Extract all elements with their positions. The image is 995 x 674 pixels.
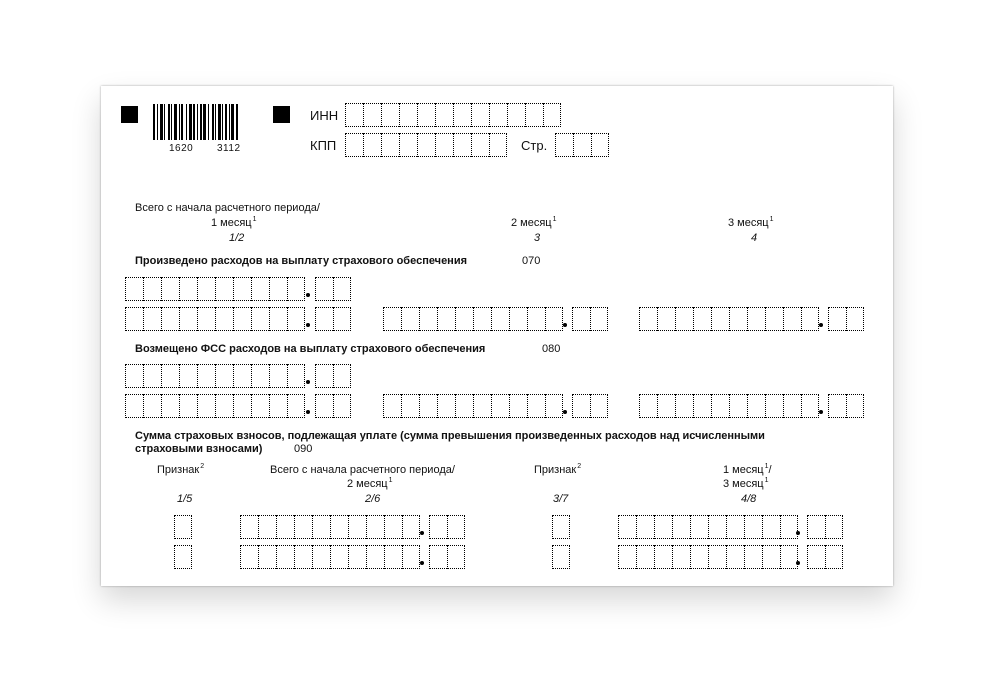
digit-cell[interactable] [402,515,420,539]
digit-cell[interactable] [693,394,711,418]
digit-cell[interactable] [417,103,435,127]
barcode-bar [193,104,195,140]
row-090-month3-int[interactable] [618,545,798,569]
digit-cell[interactable] [125,307,143,331]
digit-cell[interactable] [143,364,161,388]
decimal-point [420,531,424,535]
decimal-point [819,323,823,327]
month1-heading-090: 1 месяц$^1$/ [723,463,772,476]
row-090-code: 090 [294,443,313,455]
digit-cell[interactable] [383,394,401,418]
barcode-bar [171,104,172,140]
page-number-field[interactable] [555,133,609,157]
digit-cell[interactable] [555,133,573,157]
digit-cell[interactable] [636,515,654,539]
row-090-month1-int[interactable] [618,515,798,539]
digit-cell[interactable] [455,307,473,331]
row-070-month3-dec[interactable] [828,307,864,331]
digit-cell[interactable] [711,394,729,418]
digit-cell[interactable] [251,277,269,301]
row-090-month2-dec[interactable] [429,545,465,569]
digit-cell[interactable] [366,545,384,569]
registration-marker-left [121,106,138,123]
digit-cell[interactable] [315,394,333,418]
digit-cell[interactable] [654,515,672,539]
form-sheet [101,86,893,586]
digit-cell[interactable] [251,307,269,331]
digit-cell[interactable] [233,394,251,418]
digit-cell[interactable] [258,515,276,539]
row-090-label-line1: Сумма страховых взносов, подлежащая уплате (сумма превышения произведенных расходов над исчисленными [135,430,765,442]
digit-cell[interactable] [744,545,762,569]
digit-cell[interactable] [215,307,233,331]
digit-cell[interactable] [453,133,471,157]
barcode-number-right: 3112 [217,143,241,154]
digit-cell[interactable] [312,515,330,539]
digit-cell[interactable] [846,394,864,418]
digit-cell[interactable] [491,394,509,418]
barcode-bar [203,104,206,140]
digit-cell[interactable] [657,394,675,418]
barcode-bar [168,104,170,140]
month1-code: 1/2 [229,232,245,244]
digit-cell[interactable] [690,545,708,569]
digit-cell[interactable] [345,133,363,157]
digit-cell[interactable] [269,277,287,301]
barcode-bar [231,104,234,140]
digit-cell[interactable] [294,515,312,539]
digit-cell[interactable] [402,545,420,569]
month2-heading: 2 месяц$^1$ [511,216,557,229]
digit-cell[interactable] [401,394,419,418]
digit-cell[interactable] [473,307,491,331]
total-period-heading-090: Всего с начала расчетного периода/ [270,464,455,476]
row-070-month3-int[interactable] [639,307,819,331]
barcode-bar [229,104,230,140]
page-label: Стр. [521,138,548,153]
digit-cell[interactable] [384,545,402,569]
barcode-number-left: 1620 [169,143,194,154]
barcode-bar [222,104,223,140]
digit-cell[interactable] [618,515,636,539]
row-090-total-dec[interactable] [429,515,465,539]
digit-cell[interactable] [825,515,843,539]
month3-code: 4 [751,232,758,244]
decimal-point [306,380,310,384]
digit-cell[interactable] [345,103,363,127]
digit-cell[interactable] [125,277,143,301]
digit-cell[interactable] [315,277,333,301]
digit-cell[interactable] [179,307,197,331]
digit-cell[interactable] [437,394,455,418]
digit-cell[interactable] [675,307,693,331]
decimal-point [796,531,800,535]
row-090-sign1-month2[interactable] [174,545,192,569]
digit-cell[interactable] [399,103,417,127]
digit-cell[interactable] [435,103,453,127]
digit-cell[interactable] [672,545,690,569]
digit-cell[interactable] [509,394,527,418]
digit-cell[interactable] [294,545,312,569]
digit-cell[interactable] [807,545,825,569]
row-070-month1-dec[interactable] [315,307,351,331]
digit-cell[interactable] [471,133,489,157]
row-090-sign1-total[interactable] [174,515,192,539]
digit-cell[interactable] [590,394,608,418]
sign-heading-1: Признак$^2$ [157,463,205,476]
month3-heading-090: 3 месяц$^1$ [723,477,769,490]
row-090-sign2-month3[interactable] [552,545,570,569]
digit-cell[interactable] [657,307,675,331]
footnote-1: 1 [764,463,769,471]
digit-cell[interactable] [258,545,276,569]
sign-heading-2: Признак$^2$ [534,463,582,476]
total-period-heading: Всего с начала расчетного периода/ [135,202,320,214]
digit-cell[interactable] [312,545,330,569]
digit-cell[interactable] [161,394,179,418]
barcode-bar [181,104,183,140]
digit-cell[interactable] [197,307,215,331]
digit-cell[interactable] [675,394,693,418]
digit-cell[interactable] [825,545,843,569]
row-070-month2-dec[interactable] [572,307,608,331]
row-080-code: 080 [542,343,561,355]
digit-cell[interactable] [429,545,447,569]
digit-cell[interactable] [729,307,747,331]
digit-cell[interactable] [161,364,179,388]
barcode-bar [179,104,180,140]
digit-cell[interactable] [489,103,507,127]
digit-cell[interactable] [747,394,765,418]
digit-cell[interactable] [143,277,161,301]
row-080-label: Возмещено ФСС расходов на выплату страхового обеспечения [135,343,486,355]
digit-cell[interactable] [179,364,197,388]
row-090-month3-dec[interactable] [807,545,843,569]
digit-cell[interactable] [435,133,453,157]
digit-cell[interactable] [573,133,591,157]
digit-cell[interactable] [453,103,471,127]
digit-cell[interactable] [708,515,726,539]
digit-cell[interactable] [269,364,287,388]
digit-cell[interactable] [269,394,287,418]
digit-cell[interactable] [215,277,233,301]
col1-code: 1/5 [177,493,193,505]
digit-cell[interactable] [471,103,489,127]
digit-cell[interactable] [125,394,143,418]
digit-cell[interactable] [174,515,192,539]
digit-cell[interactable] [276,515,294,539]
registration-marker-right [273,106,290,123]
digit-cell[interactable] [276,545,294,569]
digit-cell[interactable] [591,133,609,157]
inn-label: ИНН [310,108,339,123]
digit-cell[interactable] [491,307,509,331]
digit-cell[interactable] [363,133,381,157]
barcode [153,104,238,140]
barcode-bar [212,104,214,140]
digit-cell[interactable] [527,307,545,331]
footnote-2: 2 [577,463,582,471]
digit-cell[interactable] [690,515,708,539]
inn-field[interactable] [345,103,561,127]
digit-cell[interactable] [125,364,143,388]
footnote-1: 1 [769,216,774,224]
row-070-month1-total-int[interactable] [125,277,305,301]
footnote-1: 1 [252,216,257,224]
digit-cell[interactable] [251,364,269,388]
barcode-bar [200,104,202,140]
digit-cell[interactable] [545,394,563,418]
footnote-1: 1 [764,477,769,485]
barcode-bar [197,104,198,140]
digit-cell[interactable] [590,307,608,331]
digit-cell[interactable] [348,515,366,539]
decimal-point [306,323,310,327]
digit-cell[interactable] [287,364,305,388]
digit-cell[interactable] [672,515,690,539]
row-080-month2-dec[interactable] [572,394,608,418]
barcode-bar [218,104,221,140]
digit-cell[interactable] [179,277,197,301]
col2-code: 2/6 [365,493,381,505]
row-090-month1-dec[interactable] [807,515,843,539]
digit-cell[interactable] [708,545,726,569]
digit-cell[interactable] [233,364,251,388]
digit-cell[interactable] [315,364,333,388]
digit-cell[interactable] [527,394,545,418]
month3-heading: 3 месяц$^1$ [728,216,774,229]
digit-cell[interactable] [233,277,251,301]
month2-code: 3 [534,232,541,244]
digit-cell[interactable] [287,307,305,331]
digit-cell[interactable] [143,307,161,331]
digit-cell[interactable] [828,394,846,418]
digit-cell[interactable] [143,394,161,418]
digit-cell[interactable] [780,515,798,539]
digit-cell[interactable] [765,307,783,331]
kpp-label: КПП [310,138,337,153]
digit-cell[interactable] [419,307,437,331]
digit-cell[interactable] [447,515,465,539]
row-070-label: Произведено расходов на выплату страхового обеспечения [135,255,468,267]
digit-cell[interactable] [333,277,351,301]
digit-cell[interactable] [726,515,744,539]
digit-cell[interactable] [780,545,798,569]
digit-cell[interactable] [401,307,419,331]
digit-cell[interactable] [618,545,636,569]
barcode-bar [189,104,192,140]
digit-cell[interactable] [828,307,846,331]
digit-cell[interactable] [197,364,215,388]
digit-cell[interactable] [287,394,305,418]
digit-cell[interactable] [801,307,819,331]
digit-cell[interactable] [765,394,783,418]
decimal-point [306,293,310,297]
digit-cell[interactable] [509,307,527,331]
digit-cell[interactable] [161,277,179,301]
footnote-1: 1 [388,477,393,485]
barcode-bar [225,104,227,140]
digit-cell[interactable] [762,515,780,539]
digit-cell[interactable] [636,545,654,569]
digit-cell[interactable] [240,515,258,539]
digit-cell[interactable] [639,307,657,331]
digit-cell[interactable] [846,307,864,331]
decimal-point [420,561,424,565]
digit-cell[interactable] [489,133,507,157]
kpp-field[interactable] [345,133,507,157]
month2-heading-090: 2 месяц$^1$ [347,477,393,490]
digit-cell[interactable] [543,103,561,127]
barcode-bar [164,104,165,140]
barcode-bar [160,104,163,140]
digit-cell[interactable] [333,364,351,388]
digit-cell[interactable] [366,515,384,539]
row-080-month3-dec[interactable] [828,394,864,418]
row-070-code: 070 [522,255,541,267]
digit-cell[interactable] [747,307,765,331]
row-070-month2-int[interactable] [383,307,563,331]
digit-cell[interactable] [381,103,399,127]
row-080-month2-int[interactable] [383,394,563,418]
digit-cell[interactable] [330,545,348,569]
digit-cell[interactable] [363,103,381,127]
digit-cell[interactable] [473,394,491,418]
digit-cell[interactable] [437,307,455,331]
barcode-bar [186,104,187,140]
digit-cell[interactable] [762,545,780,569]
row-070-month1-int[interactable] [125,307,305,331]
digit-cell[interactable] [384,515,402,539]
digit-cell[interactable] [269,307,287,331]
digit-cell[interactable] [639,394,657,418]
month1-heading: 1 месяц$^1$ [211,216,257,229]
row-090-label-line2: страховыми взносами) [135,443,263,455]
digit-cell[interactable] [455,394,473,418]
row-080-month3-int[interactable] [639,394,819,418]
decimal-point [563,323,567,327]
digit-cell[interactable] [381,133,399,157]
digit-cell[interactable] [654,545,672,569]
digit-cell[interactable] [572,394,590,418]
digit-cell[interactable] [215,394,233,418]
digit-cell[interactable] [807,515,825,539]
digit-cell[interactable] [419,394,437,418]
digit-cell[interactable] [330,515,348,539]
digit-cell[interactable] [333,394,351,418]
digit-cell[interactable] [287,277,305,301]
digit-cell[interactable] [783,394,801,418]
digit-cell[interactable] [197,277,215,301]
digit-cell[interactable] [552,545,570,569]
row-080-month1-total-int[interactable] [125,364,305,388]
digit-cell[interactable] [179,394,197,418]
digit-cell[interactable] [215,364,233,388]
digit-cell[interactable] [507,103,525,127]
digit-cell[interactable] [429,515,447,539]
footnote-2: 2 [200,463,205,471]
row-090-total-int[interactable] [240,515,420,539]
decimal-point [796,561,800,565]
digit-cell[interactable] [383,307,401,331]
digit-cell[interactable] [417,133,435,157]
decimal-point [819,410,823,414]
digit-cell[interactable] [711,307,729,331]
digit-cell[interactable] [447,545,465,569]
digit-cell[interactable] [729,394,747,418]
row-080-month1-dec[interactable] [315,394,351,418]
digit-cell[interactable] [693,307,711,331]
barcode-bar [208,104,209,140]
digit-cell[interactable] [552,515,570,539]
digit-cell[interactable] [174,545,192,569]
digit-cell[interactable] [348,545,366,569]
barcode-bar [174,104,177,140]
barcode-bar [153,104,155,140]
barcode-bar [236,104,238,140]
digit-cell[interactable] [783,307,801,331]
digit-cell[interactable] [315,307,333,331]
digit-cell[interactable] [572,307,590,331]
digit-cell[interactable] [240,545,258,569]
digit-cell[interactable] [399,133,417,157]
digit-cell[interactable] [197,394,215,418]
digit-cell[interactable] [801,394,819,418]
digit-cell[interactable] [726,545,744,569]
col3-code: 3/7 [553,493,569,505]
row-080-month1-int[interactable] [125,394,305,418]
barcode-bar [215,104,216,140]
row-080-month1-total-dec[interactable] [315,364,351,388]
row-070-month1-total-dec[interactable] [315,277,351,301]
digit-cell[interactable] [545,307,563,331]
barcode-bar [157,104,158,140]
digit-cell[interactable] [251,394,269,418]
decimal-point [306,410,310,414]
digit-cell[interactable] [233,307,251,331]
footnote-1: 1 [552,216,557,224]
row-090-sign2-month1[interactable] [552,515,570,539]
digit-cell[interactable] [161,307,179,331]
row-090-month2-int[interactable] [240,545,420,569]
digit-cell[interactable] [333,307,351,331]
col4-code: 4/8 [741,493,757,505]
digit-cell[interactable] [744,515,762,539]
decimal-point [563,410,567,414]
digit-cell[interactable] [525,103,543,127]
